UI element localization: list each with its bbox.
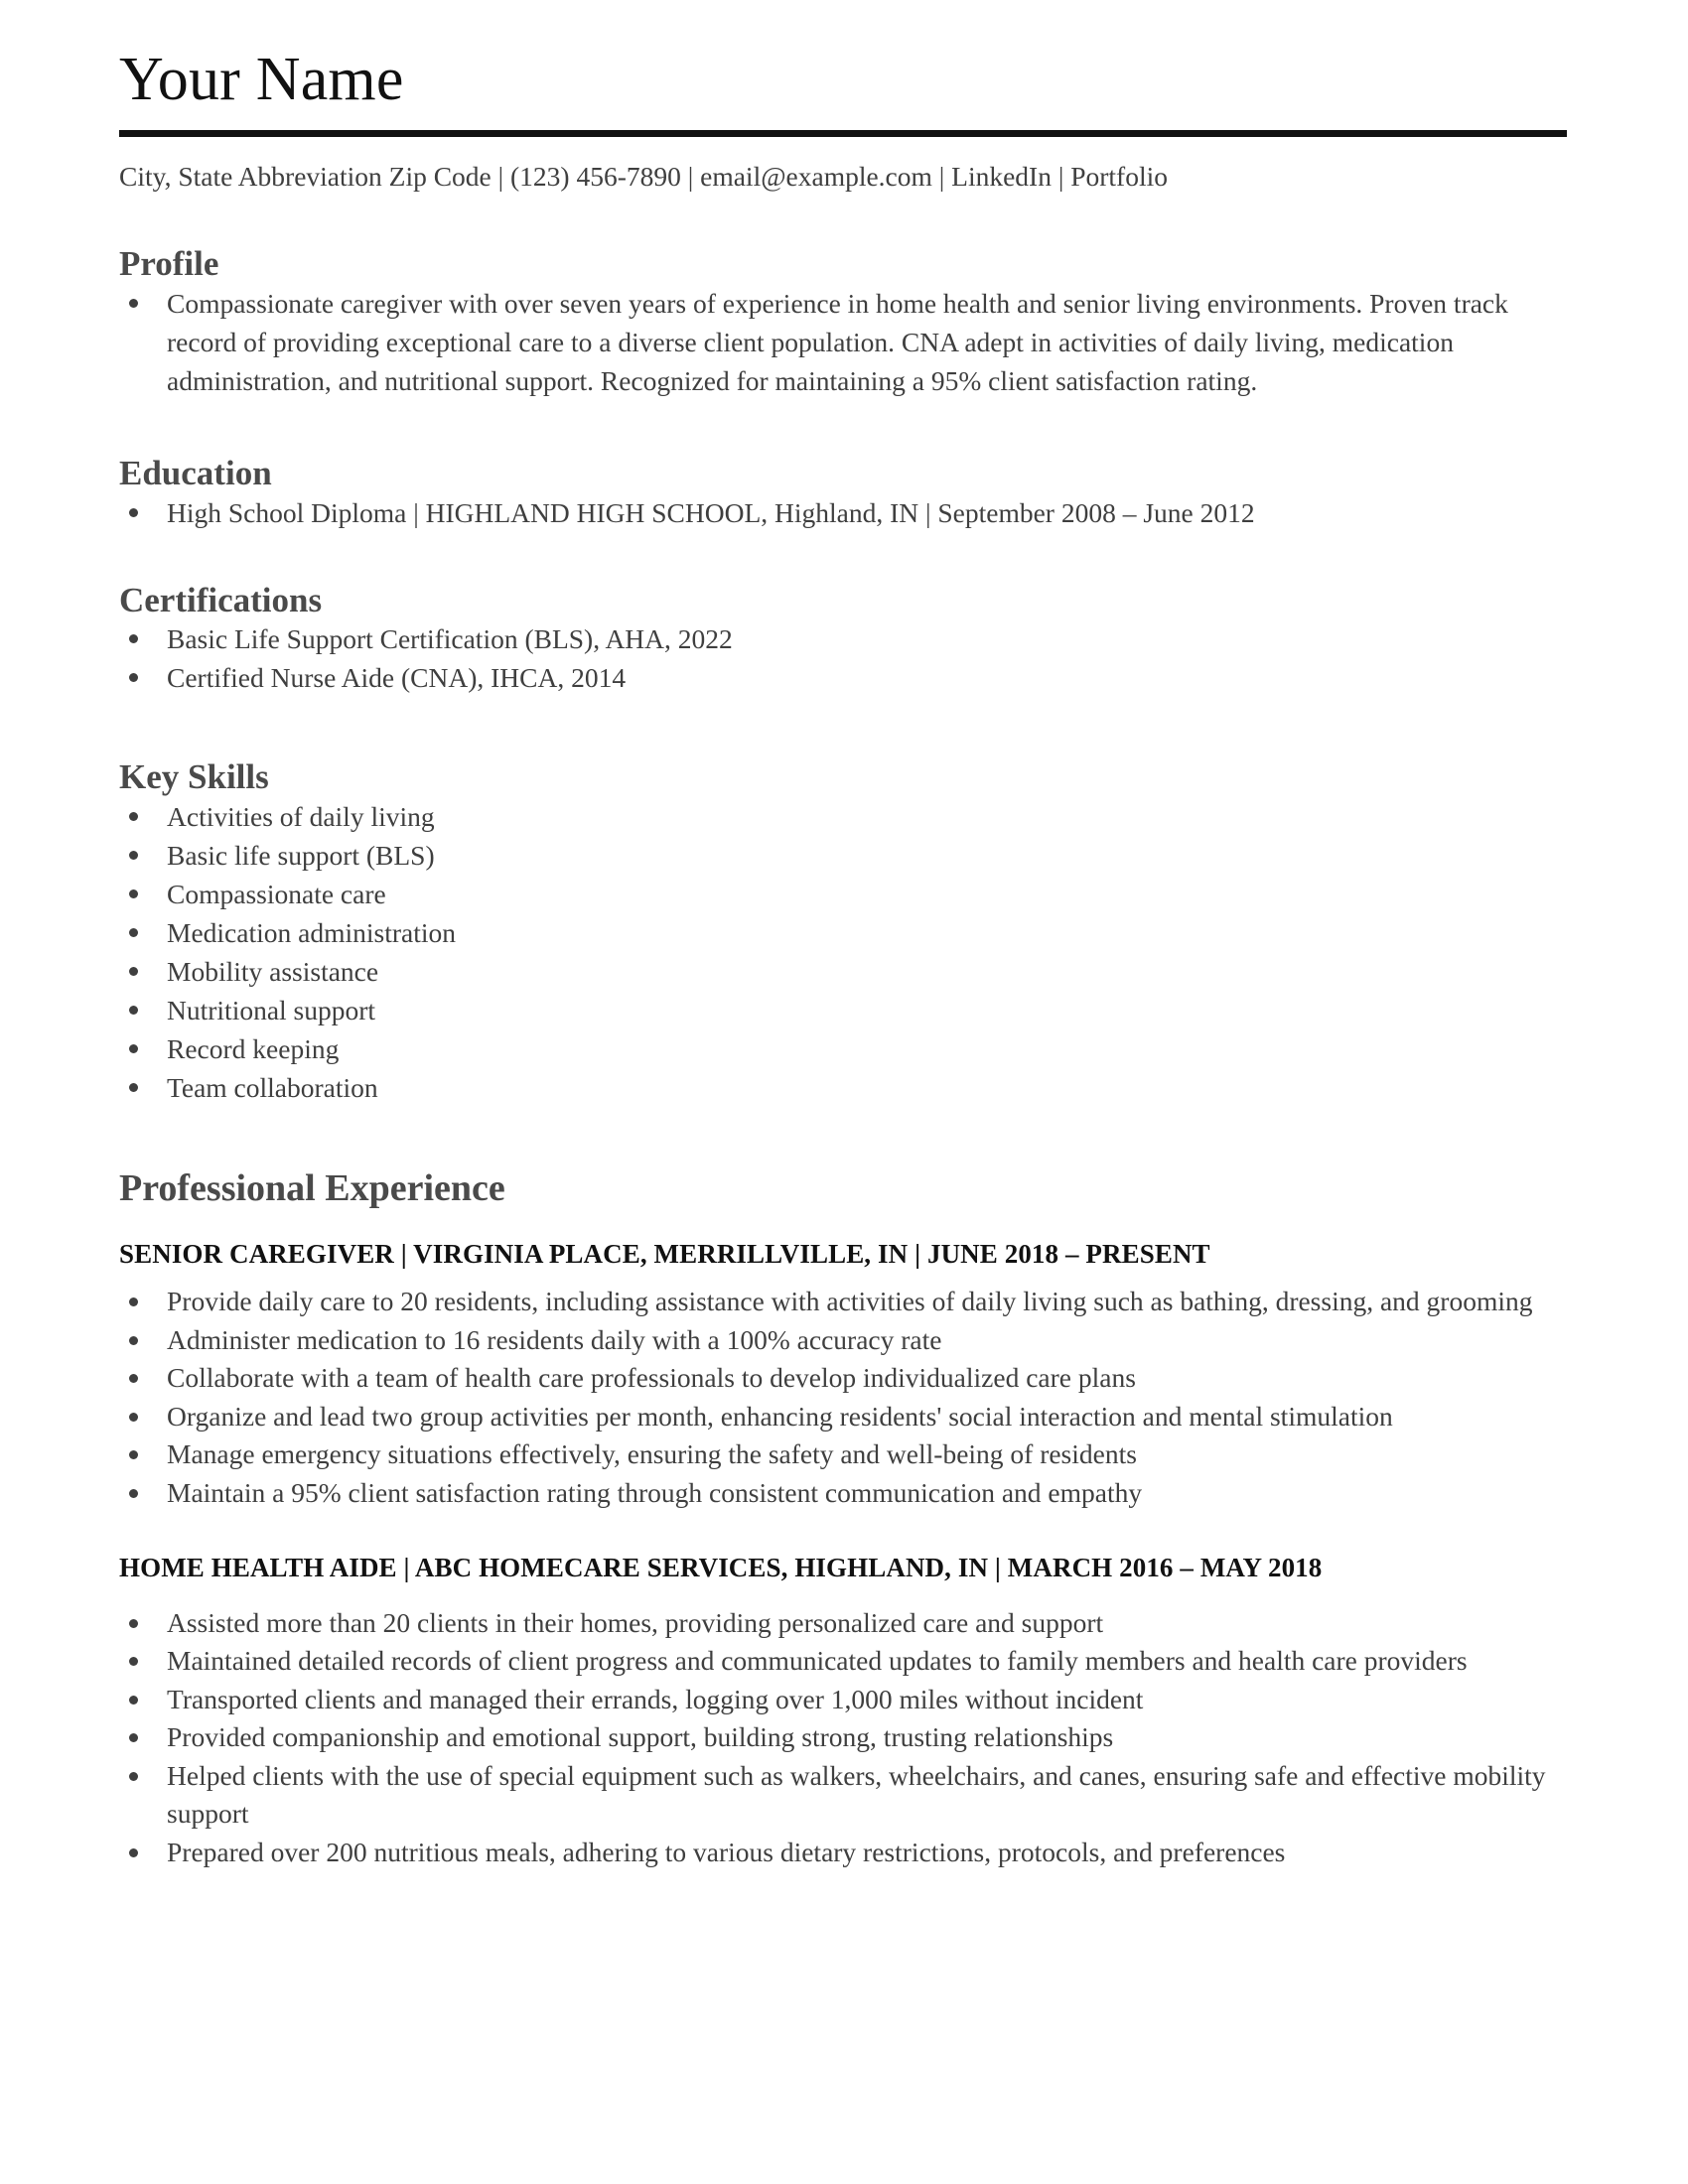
list-item: High School Diploma | HIGHLAND HIGH SCHOOL, Highland, IN | September 2008 – June 2012 [119, 493, 1569, 532]
key-skills-list [119, 797, 1569, 1107]
profile-list [119, 284, 1569, 400]
section-key-skills [119, 697, 1569, 1107]
section-heading-profile: Profile [119, 244, 219, 284]
list-item: Compassionate caregiver with over seven years of experience in home health and senior living environments. Proven track record of providing exceptional care to a diverse client population. CNA adept in activities of daily living, medication administration, and nutritional support. Recognized for maintaining a 95% client satisfaction rating. [119, 284, 1569, 400]
education-list [119, 493, 1569, 532]
certifications-list [119, 619, 1569, 697]
job-bullets [119, 1270, 1569, 1512]
list-item: Assisted more than 20 clients in their homes, providing personalized care and support [119, 1604, 1569, 1643]
list-item: Basic Life Support Certification (BLS), AHA, 2022 [119, 619, 1569, 658]
job-title: HOME HEALTH AIDE | ABC HOMECARE SERVICES, HIGHLAND, IN | MARCH 2016 – MAY 2018 [119, 1553, 1323, 1583]
list-item: Medication administration [119, 913, 1569, 952]
list-item: Team collaboration [119, 1068, 1569, 1107]
list-item: Maintain a 95% client satisfaction rating through consistent communication and empathy [119, 1474, 1569, 1513]
list-item: Organize and lead two group activities per month, enhancing residents' social interaction and mental stimulation [119, 1398, 1569, 1436]
list-item: Mobility assistance [119, 952, 1569, 991]
list-item: Provided companionship and emotional support, building strong, trusting relationships [119, 1718, 1569, 1757]
list-item: Collaborate with a team of health care professionals to develop individualized care plans [119, 1359, 1569, 1398]
list-item: Manage emergency situations effectively, ensuring the safety and well-being of residents [119, 1435, 1569, 1474]
list-item: Certified Nurse Aide (CNA), IHCA, 2014 [119, 658, 1569, 697]
job-title: SENIOR CAREGIVER | VIRGINIA PLACE, MERRILLVILLE, IN | JUNE 2018 – PRESENT [119, 1238, 1210, 1269]
section-professional-experience [119, 1107, 1569, 1871]
list-item: Prepared over 200 nutritious meals, adhering to various dietary restrictions, protocols, and preferences [119, 1834, 1569, 1872]
list-item: Compassionate care [119, 875, 1569, 913]
list-item: Activities of daily living [119, 797, 1569, 836]
resume-header [119, 0, 1569, 194]
section-heading-key-skills: Key Skills [119, 757, 269, 797]
list-item: Record keeping [119, 1029, 1569, 1068]
section-heading-education: Education [119, 454, 272, 493]
list-item: Nutritional support [119, 991, 1569, 1029]
list-item: Provide daily care to 20 residents, including assistance with activities of daily living such as bathing, dressing, and grooming [119, 1283, 1569, 1321]
section-education [119, 400, 1569, 532]
section-heading-certifications: Certifications [119, 580, 323, 619]
list-item: Transported clients and managed their errands, logging over 1,000 miles without incident [119, 1681, 1569, 1719]
list-item: Basic life support (BLS) [119, 836, 1569, 875]
page-title: Your Name [119, 46, 404, 113]
section-certifications [119, 532, 1569, 698]
list-item: Helped clients with the use of special equipment such as walkers, wheelchairs, and canes, ensuring safe and effective mobility support [119, 1757, 1569, 1834]
list-item: Administer medication to 16 residents daily with a 100% accuracy rate [119, 1321, 1569, 1360]
job-bullets [119, 1584, 1569, 1872]
section-heading-professional-experience: Professional Experience [119, 1167, 505, 1210]
section-profile [119, 194, 1569, 400]
experience-entry [119, 1210, 1569, 1512]
header-divider [119, 130, 1567, 137]
contact-line: City, State Abbreviation Zip Code | (123) 456-7890 | email@example.com | LinkedIn | Portfolio [119, 161, 1168, 193]
list-item: Maintained detailed records of client progress and communicated updates to family members and health care providers [119, 1642, 1569, 1681]
experience-entry [119, 1512, 1569, 1871]
